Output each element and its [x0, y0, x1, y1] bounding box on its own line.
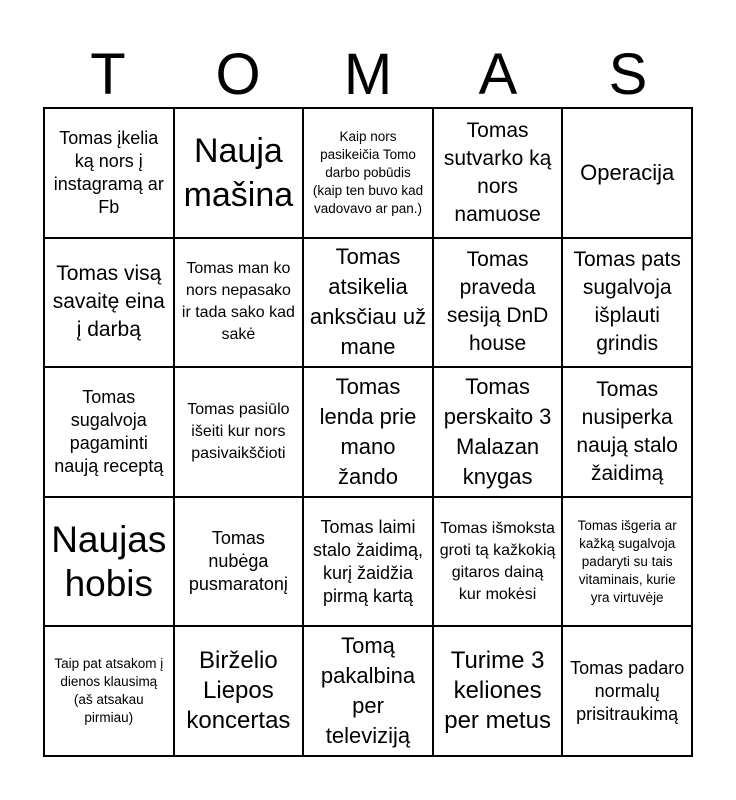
bingo-cell[interactable]: Tomas man ko nors nepasako ir tada sako kad sakė — [175, 239, 305, 369]
bingo-cell[interactable]: Tomas pasiūlo išeiti kur nors pasivaikščioti — [175, 368, 305, 498]
bingo-cell[interactable]: Kaip nors pasikeičia Tomo darbo pobūdis (kaip ten buvo kad vadovavo ar pan.) — [304, 109, 434, 239]
bingo-cell[interactable]: Tomas praveda sesiją DnD house — [434, 239, 564, 369]
bingo-cell[interactable]: Nauja mašina — [175, 109, 305, 239]
bingo-cell[interactable]: Tomas sugalvoja pagaminti naują receptą — [45, 368, 175, 498]
bingo-cell[interactable]: Tomą pakalbina per televiziją — [304, 627, 434, 757]
title-letter: M — [343, 42, 393, 107]
bingo-title — [43, 40, 693, 110]
bingo-cell[interactable]: Turime 3 keliones per metus — [434, 627, 564, 757]
bingo-cell[interactable]: Tomas lenda prie mano žando — [304, 368, 434, 498]
bingo-cell[interactable]: Tomas perskaito 3 Malazan knygas — [434, 368, 564, 498]
bingo-cell[interactable]: Tomas nusiperka naują stalo žaidimą — [563, 368, 693, 498]
bingo-cell[interactable]: Taip pat atsakom į dienos klausimą (aš atsakau pirmiau) — [45, 627, 175, 757]
bingo-cell[interactable]: Operacija — [563, 109, 693, 239]
bingo-cell[interactable]: Naujas hobis — [45, 498, 175, 628]
bingo-cell[interactable]: Tomas atsikelia anksčiau už mane — [304, 239, 434, 369]
bingo-cell[interactable]: Tomas sutvarko ką nors namuose — [434, 109, 564, 239]
title-letter: O — [215, 42, 261, 107]
bingo-cell[interactable]: Tomas laimi stalo žaidimą, kurį žaidžia pirmą kartą — [304, 498, 434, 628]
bingo-cell[interactable]: Tomas visą savaitę eina į darbą — [45, 239, 175, 369]
bingo-cell[interactable]: Tomas pats sugalvoja išplauti grindis — [563, 239, 693, 369]
bingo-grid — [43, 107, 693, 757]
bingo-cell[interactable]: Tomas padaro normalų prisitraukimą — [563, 627, 693, 757]
bingo-cell[interactable]: Birželio Liepos koncertas — [175, 627, 305, 757]
bingo-cell[interactable]: Tomas išmoksta groti tą kažkokią gitaros dainą kur mokėsi — [434, 498, 564, 628]
bingo-cell[interactable]: Tomas įkelia ką nors į instagramą ar Fb — [45, 109, 175, 239]
bingo-cell[interactable]: Tomas išgeria ar kažką sugalvoja padaryti su tais vitaminais, kurie yra virtuvėje — [563, 498, 693, 628]
title-letter: S — [608, 42, 648, 107]
title-letter: T — [90, 42, 126, 107]
bingo-cell[interactable]: Tomas nubėga pusmaratonį — [175, 498, 305, 628]
title-letter: A — [478, 42, 518, 107]
